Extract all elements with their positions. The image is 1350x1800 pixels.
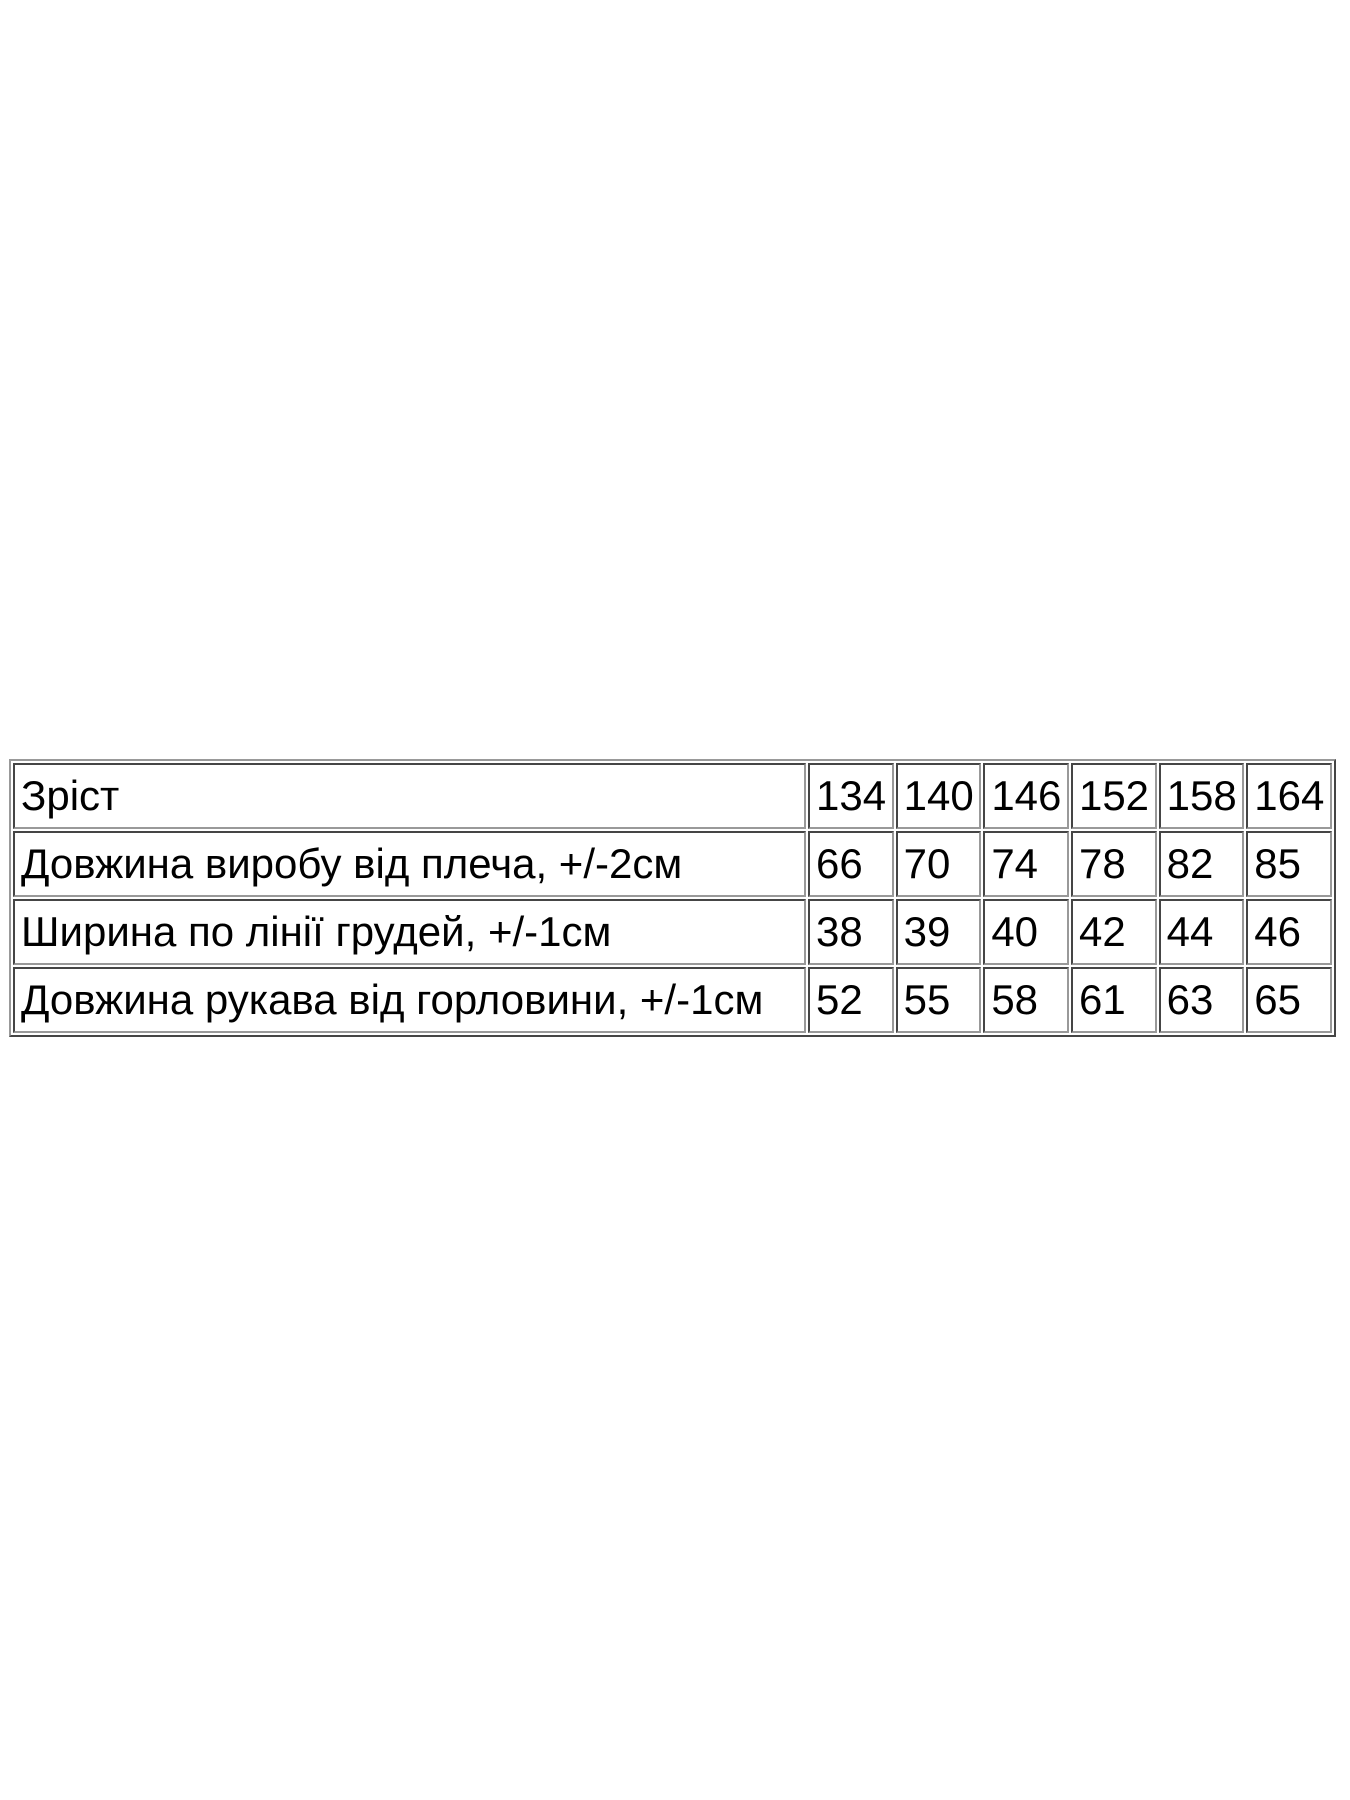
table-row [13,967,1332,1033]
size-value-cell: 65 [1246,967,1332,1033]
size-value-cell: 63 [1159,967,1245,1033]
size-chart-table [9,759,1336,1037]
size-value-cell: 66 [808,831,894,897]
table-row [13,831,1332,897]
size-value-cell: 134 [808,763,894,829]
size-value-cell: 74 [983,831,1069,897]
size-value-cell: 61 [1071,967,1157,1033]
table-row [13,899,1332,965]
size-value-cell: 140 [896,763,982,829]
size-value-cell: 38 [808,899,894,965]
size-value-cell: 85 [1246,831,1332,897]
table-row [13,763,1332,829]
size-value-cell: 146 [983,763,1069,829]
size-value-cell: 52 [808,967,894,1033]
size-value-cell: 58 [983,967,1069,1033]
size-value-cell: 39 [896,899,982,965]
size-value-cell: 42 [1071,899,1157,965]
row-label-height: Зріст [13,763,806,829]
row-label-sleeve-length: Довжина рукава від горловини, +/-1см [13,967,806,1033]
size-value-cell: 46 [1246,899,1332,965]
size-value-cell: 158 [1159,763,1245,829]
size-value-cell: 164 [1246,763,1332,829]
size-value-cell: 40 [983,899,1069,965]
size-value-cell: 152 [1071,763,1157,829]
row-label-product-length: Довжина виробу від плеча, +/-2см [13,831,806,897]
size-value-cell: 44 [1159,899,1245,965]
size-value-cell: 78 [1071,831,1157,897]
size-value-cell: 55 [896,967,982,1033]
size-value-cell: 82 [1159,831,1245,897]
size-value-cell: 70 [896,831,982,897]
row-label-chest-width: Ширина по лінії грудей, +/-1см [13,899,806,965]
